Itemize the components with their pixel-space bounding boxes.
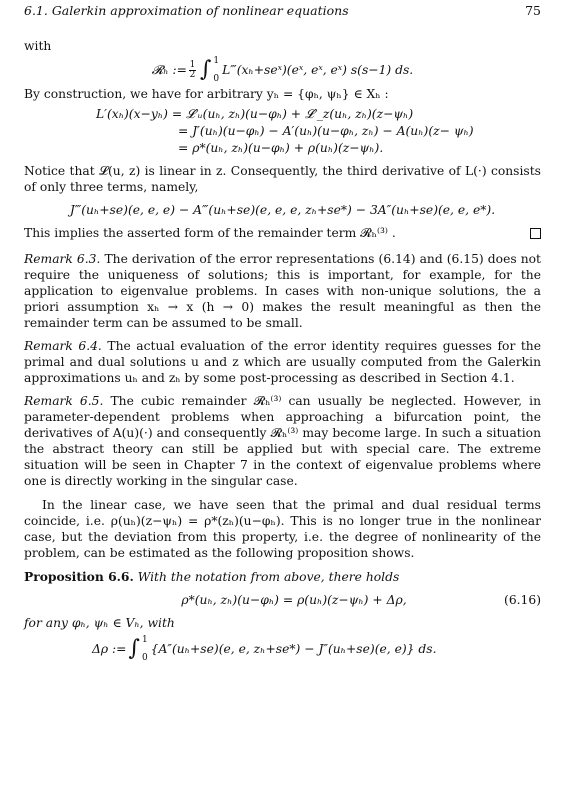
- proposition-6-6: [24, 569, 541, 585]
- remark-6-3: [24, 251, 541, 331]
- remark-6-5: [24, 393, 541, 489]
- equation-6-16: [24, 585, 541, 615]
- implies-paragraph: [24, 225, 541, 241]
- implies-text: This implies the asserted form of the remainder term 𝓡ₕ⁽³⁾ .: [24, 226, 396, 240]
- integral-lower: 0: [213, 74, 220, 84]
- remark-label: Remark 6.5.: [24, 394, 104, 408]
- eq-line-1: L′(xₕ)(x−yₕ) = 𝓛′ᵤ(uₕ, zₕ)(u−φₕ) + 𝓛′_z(uₕ, zₕ)(z−ψₕ): [96, 107, 414, 121]
- remark-text: The derivation of the error representations (6.14) and (6.15) does not require the uniqueness of solutions; this is important, for example, for the application to eigenvalue problems. In cases with non-unique solutions, the a priori assumption xₕ → x (h → 0) makes the result meaningful as then the remainder term can be assumed to be small.: [24, 252, 541, 330]
- qed-square-icon: [530, 228, 541, 239]
- delta-lhs: Δρ :=: [92, 642, 127, 656]
- integral-sign: ∫: [199, 57, 212, 82]
- remark-text: The cubic remainder 𝓡ₕ⁽³⁾ can usually be neglected. However, in parameter-dependent problems when approaching a bifurcation point, the derivatives of A(u)(·) and consequently 𝓡ₕ⁽³⁾ may become large. In such a situation the abstract theory can still be applied but with special care. The extreme situation will be seen in Chapter 7 in the context of eigenvalue problems where one is directly working in the singular case.: [24, 394, 541, 488]
- for-any-text: for any φₕ, ψₕ ∈ Vₕ, with: [24, 616, 175, 630]
- derivative-equation-block: [96, 106, 541, 157]
- equation-text: ρ*(uₕ, zₕ)(u−φₕ) = ρ(uₕ)(z−ψₕ) + Δρ,: [181, 593, 407, 607]
- proposition-statement: With the notation from above, there holds: [137, 570, 400, 584]
- remark-text: The actual evaluation of the error identity requires guesses for the primal and dual solutions u and z which are usually computed from the Galerkin approximations uₕ and zₕ by some post-processing as described in Section 4.1.: [24, 339, 541, 385]
- integral-limits: [213, 56, 219, 84]
- integral-upper: 1: [213, 56, 220, 66]
- remark-6-4: [24, 338, 541, 386]
- remark-label: Remark 6.3.: [24, 252, 101, 266]
- construction-text: By construction, we have for arbitrary yₕ = {φₕ, ψₕ} ∈ Xₕ :: [24, 87, 389, 101]
- eq-line-3: = ρ*(uₕ, zₕ)(u−φₕ) + ρ(uₕ)(z−ψₕ).: [178, 141, 384, 155]
- frac-numerator: 1: [189, 59, 196, 70]
- integral-lower: 0: [141, 653, 148, 663]
- section-title: 6.1. Galerkin approximation of nonlinear equations: [24, 3, 349, 18]
- remark-label: Remark 6.4.: [24, 339, 102, 353]
- third-derivative-display: [24, 195, 541, 225]
- equation-number: (6.16): [504, 593, 541, 607]
- rh-lhs: 𝓡ₕ :=: [151, 63, 187, 77]
- integral-sign: ∫: [128, 636, 140, 661]
- integral-upper: 1: [141, 635, 148, 645]
- integral-limits: [142, 635, 148, 663]
- delta-integrand: {A″(uₕ+se)(e, e, zₕ+se*) − J″(uₕ+se)(e, e)} ds.: [150, 642, 437, 656]
- remainder-definition: [24, 54, 541, 86]
- rh-integrand: L‴(xₕ+seˣ)(eˣ, eˣ, eˣ) s(s−1) ds.: [222, 63, 414, 77]
- third-derivative-terms: J‴(uₕ+se)(e, e, e) − A‴(uₕ+se)(e, e, e, zₕ+se*) − 3A″(uₕ+se)(e, e, e*).: [69, 203, 496, 217]
- page-content: [24, 38, 541, 667]
- delta-rho-definition: [24, 631, 541, 667]
- half-fraction: [189, 61, 196, 80]
- frac-denominator: 2: [189, 69, 196, 80]
- page-number: 75: [525, 3, 541, 18]
- running-header: [24, 3, 541, 21]
- with-word: with: [24, 39, 52, 53]
- notice-text: Notice that 𝓛(u, z) is linear in z. Consequently, the third derivative of L(·) consists of only three terms, namely,: [24, 164, 541, 194]
- proposition-label: Proposition 6.6.: [24, 569, 134, 584]
- eq-line-2: = J′(uₕ)(u−φₕ) − A′(uₕ)(u−φₕ, zₕ) − A(uₕ)(z− ψₕ): [178, 124, 474, 138]
- linear-case-paragraph: In the linear case, we have seen that the primal and dual residual terms coincide, i.e. ρ(uₕ)(z−ψₕ) = ρ*(zₕ)(u−φₕ). This is no longer true in the nonlinear case, but the deviation from this property, i.e. the degree of nonlinearity of the problem, can be estimated as the following proposition shows.: [24, 498, 541, 560]
